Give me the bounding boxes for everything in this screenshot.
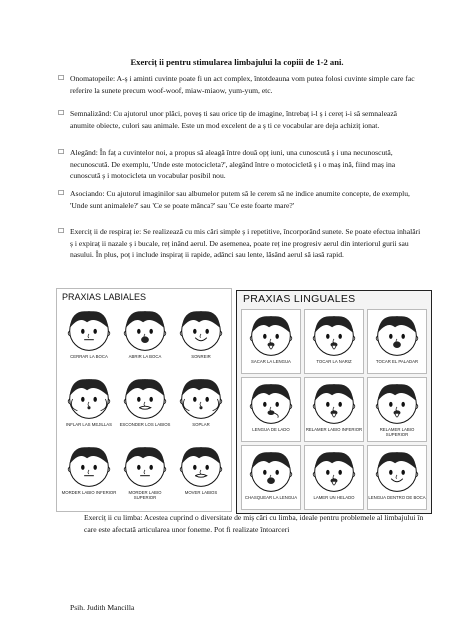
labiales-exercise-2	[117, 305, 173, 373]
labiales-title: PRAXIAS LABIALES	[62, 292, 147, 302]
list-item-choosing	[58, 147, 422, 182]
linguales-exercise-2	[304, 309, 364, 374]
labiales-exercise-8	[117, 441, 173, 509]
labiales-exercise-6	[173, 373, 229, 441]
exercise-caption: SONREIR	[191, 354, 211, 359]
linguales-exercise-8	[304, 445, 364, 510]
tongue-exercises-text: Exerciț ii cu limba: Acestea cuprind o diversitate de miș cări cu limba, ideale pentru problemele al limbajului în care este afectată articularea unor foneme. Pot fi realizate întoarceri	[84, 513, 424, 534]
face-illustration	[311, 312, 357, 363]
face-illustration	[66, 375, 112, 426]
face-illustration	[122, 443, 168, 494]
square-bullet-icon: ☐	[58, 109, 65, 117]
exercise-caption: TOCAR LA NARIZ	[316, 359, 352, 364]
face-illustration	[122, 375, 168, 426]
list-item-text: Alegând: În faț a cuvintelor noi, a propus să aleagă între două opț iuni, una cunoscută ș i una necunoscută, necunoscută. De exemplu, 'Unde este motocicleta?', alegând între o motocicletă ș i o maș ină, fiind maș ina cunoscută ș i motocicleta un vocabular posibil nou.	[70, 148, 396, 181]
labiales-exercise-4	[61, 373, 117, 441]
face-illustration	[248, 380, 294, 431]
labiales-exercise-7	[61, 441, 117, 509]
face-illustration	[311, 448, 357, 499]
praxias-labiales-card	[56, 288, 232, 512]
page-title: Exerciț ii pentru stimularea limbajului la copiii de 1-2 ani.	[130, 57, 344, 67]
face-illustration	[178, 307, 224, 358]
exercise-caption: RELAMER LABIO INFERIOR	[305, 427, 363, 432]
list-item-onomatopoeia	[58, 73, 422, 96]
square-bullet-icon: ☐	[58, 189, 65, 197]
list-item-text: Exerciț ii de respiraț ie: Se realizeazǎ cu mis cări simple ș i repetitive, încorporând sunete. Se poate efectua inhalări ș i expiraț ii nazale ș i bucale, reț inând aerul. De asemenea, poate reț ine progresiv aerul din interiorul gurii sau nasului. În plus, poț i include inspiraț ii rapide, adânci sau lente, lăsând aerul să iasă rapid.	[70, 227, 421, 260]
face-illustration	[248, 312, 294, 363]
labiales-exercise-9	[173, 441, 229, 509]
exercise-caption: TOCAR EL PALADAR	[375, 359, 419, 364]
exercise-caption: RELAMER LABIO SUPERIOR	[379, 427, 415, 437]
face-illustration	[178, 443, 224, 494]
exercise-caption: CERRAR LA BOCA	[70, 354, 108, 359]
linguales-exercise-9	[367, 445, 427, 510]
linguales-exercise-6	[367, 377, 427, 442]
face-illustration	[66, 443, 112, 494]
exercise-caption: MORDER LABIO SUPERIOR	[128, 490, 162, 500]
linguales-title: PRAXIAS LINGUALES	[243, 293, 356, 305]
exercise-caption: LAMER UN HELADO	[313, 495, 355, 500]
face-illustration	[374, 380, 420, 431]
exercise-caption: ESCONDER LOS LABIOS	[119, 422, 171, 427]
linguales-exercise-3	[367, 309, 427, 374]
signature: Psih. Judith Mancilla	[70, 603, 135, 612]
praxias-linguales-card	[236, 290, 432, 514]
list-item-signaling	[58, 108, 422, 131]
linguales-exercise-7	[241, 445, 301, 510]
square-bullet-icon: ☐	[58, 227, 65, 235]
face-illustration	[374, 312, 420, 363]
linguales-exercise-1	[241, 309, 301, 374]
exercise-caption: SOPLAR	[192, 422, 210, 427]
square-bullet-icon: ☐	[58, 74, 65, 82]
exercise-caption: CHASQUEAR LA LENGUA	[244, 495, 298, 500]
exercise-caption: ABRIR LA BOCA	[128, 354, 162, 359]
face-illustration	[122, 307, 168, 358]
linguales-exercise-4	[241, 377, 301, 442]
face-illustration	[178, 375, 224, 426]
square-bullet-icon: ☐	[58, 148, 65, 156]
exercise-caption: LENGUA DE LADO	[252, 427, 290, 432]
list-item-text: Semnalizând: Cu ajutorul unor plăci, poveș ti sau orice tip de imagine, întrebaț i-l ș i cereț i-i să semnaleazǎ anumite obiecte, culori sau animale. Este un mod excelent de a ș ti ce vocabular are deja achiziț ionat.	[70, 109, 398, 130]
list-item-associating	[58, 188, 422, 211]
face-illustration	[311, 380, 357, 431]
labiales-exercise-5	[117, 373, 173, 441]
list-item-text: Onomatopeile: A-ș i aminti cuvinte poate fi un act complex, întotdeauna vom putea folosi cuvinte simple care fac referire la sunete precum woof-woof, miaw-miaow, yum-yum, etc.	[70, 74, 415, 95]
exercise-caption: MORDER LABIO INFERIOR	[61, 490, 117, 495]
exercise-caption: MOVER LABIOS	[184, 490, 218, 495]
face-illustration	[374, 448, 420, 499]
linguales-exercise-5	[304, 377, 364, 442]
tongue-exercises-paragraph	[84, 512, 424, 535]
list-item-text: Asociando: Cu ajutorul imaginilor sau albumelor putem să le cerem să ne indice anumite concepte, de exemplu, 'Unde sunt animalele?' sau 'Ce se poate mânca?' sau 'Ce este foarte mare?'	[70, 189, 410, 210]
face-illustration	[66, 307, 112, 358]
list-item-breathing	[58, 226, 422, 261]
exercise-caption: LENGUA DENTRO DE BOCA	[368, 495, 426, 500]
labiales-exercise-1	[61, 305, 117, 373]
exercise-caption: INFLAR LAS MEJILLAS	[65, 422, 113, 427]
exercise-caption: SACAR LA LENGUA	[251, 359, 291, 364]
labiales-exercise-3	[173, 305, 229, 373]
face-illustration	[248, 448, 294, 499]
